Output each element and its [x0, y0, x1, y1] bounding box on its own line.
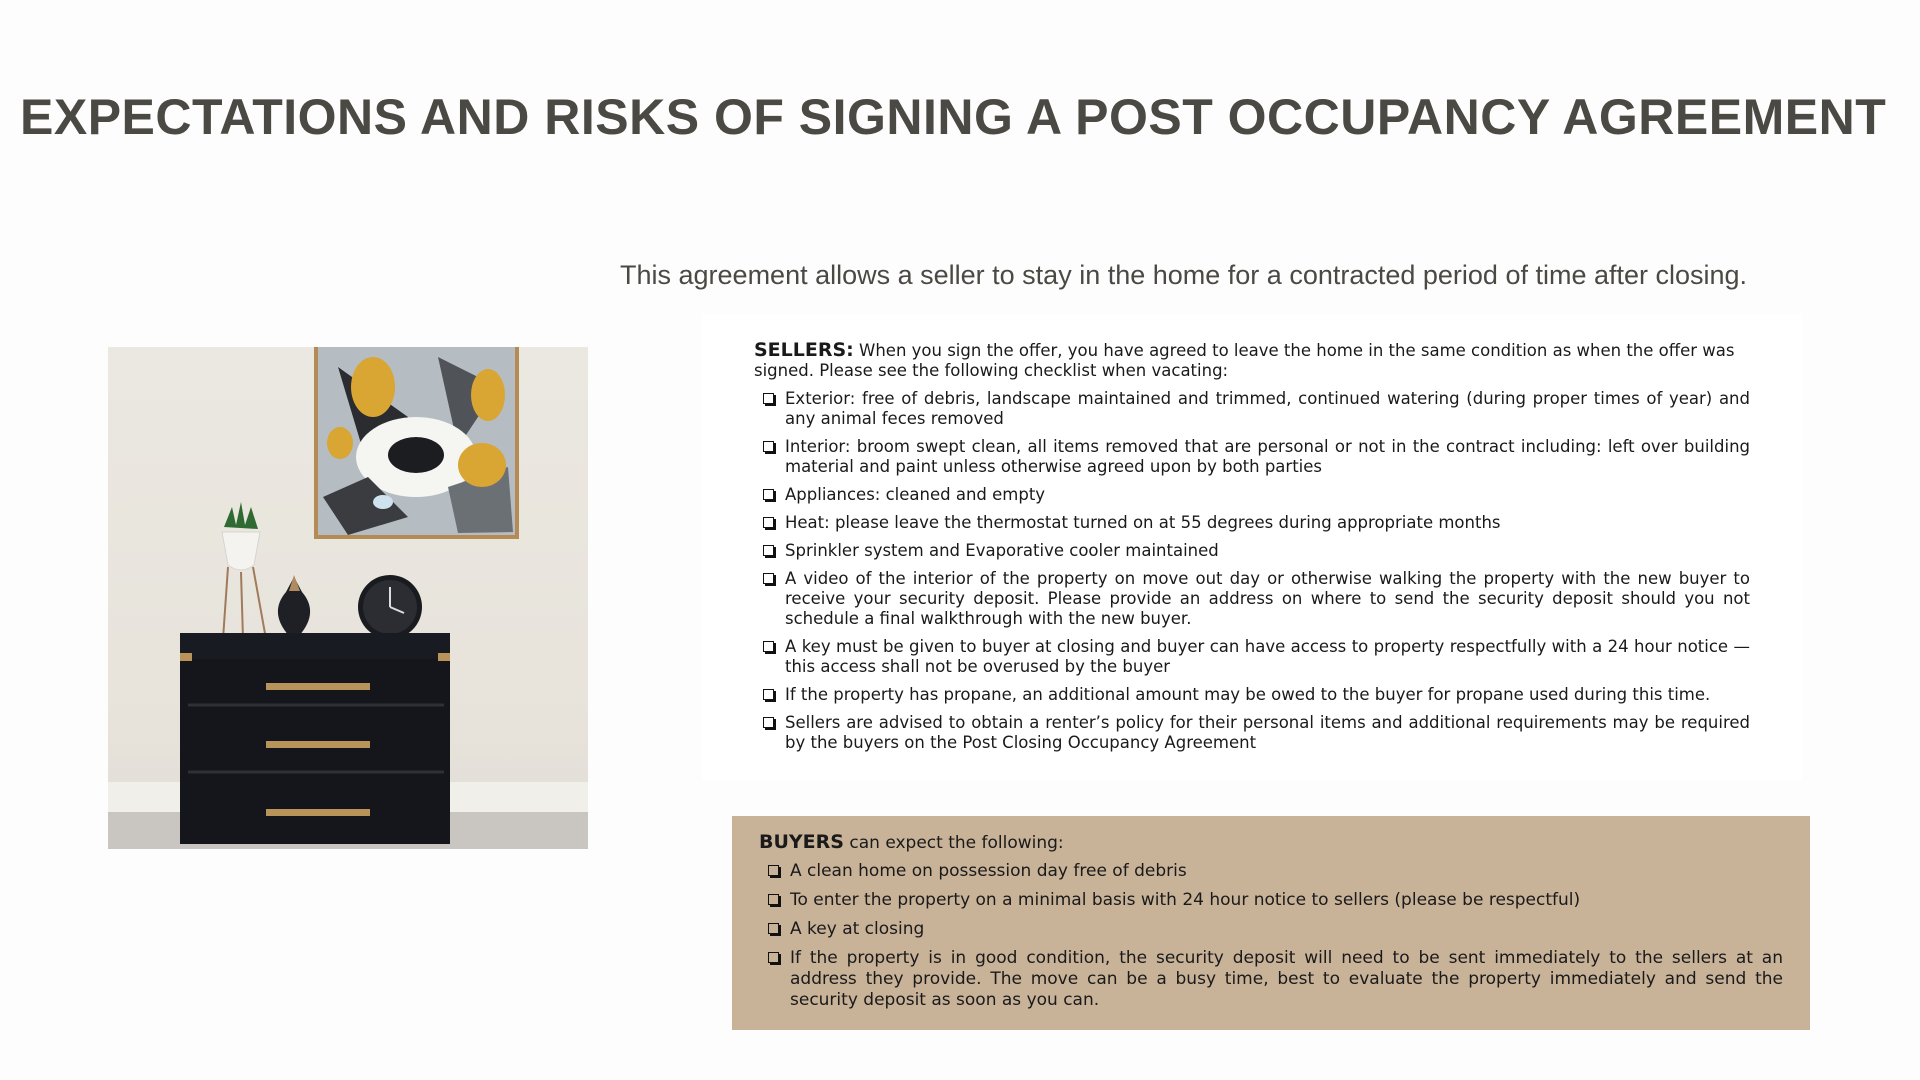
page-title: EXPECTATIONS AND RISKS OF SIGNING A POST OCCUPANCY AGREEMENT [20, 89, 1887, 145]
sellers-intro-text: When you sign the offer, you have agreed to leave the home in the same condition as when the offer was signed. Please see the following checklist when vacating: [754, 341, 1735, 380]
sellers-checklist [754, 389, 1750, 753]
checklist-item [754, 485, 1750, 505]
checklist-item-text: To enter the property on a minimal basis with 24 hour notice to sellers (please be respectful) [790, 890, 1581, 910]
checkbox-icon [763, 573, 774, 584]
page-subtitle: This agreement allows a seller to stay in the home for a contracted period of time after closing. [620, 260, 1748, 290]
checkbox-icon [763, 641, 774, 652]
dresser-photo [108, 347, 588, 849]
checkbox-icon [763, 689, 774, 700]
checklist-item [759, 948, 1783, 1011]
checklist-item [759, 861, 1783, 882]
checkbox-icon [763, 545, 774, 556]
buyers-intro-text: can expect the following: [843, 833, 1064, 853]
checklist-item [754, 389, 1750, 429]
checkbox-icon [763, 393, 774, 404]
checklist-item [759, 919, 1783, 940]
checkbox-icon [763, 489, 774, 500]
checklist-item-text: Exterior: free of debris, landscape maintained and trimmed, continued watering (during proper times of year) and any animal feces removed [785, 389, 1750, 428]
checkbox-icon [763, 517, 774, 528]
checklist-item-text: If the property is in good condition, the security deposit will need to be sent immediately to the sellers at an address they provide. The move can be a busy time, best to evaluate the property immediately and send the security deposit as soon as you can. [790, 948, 1783, 1010]
checklist-item-text: A key must be given to buyer at closing and buyer can have access to property respectfully with a 24 hour notice — this access shall not be overused by the buyer [785, 637, 1750, 676]
checklist-item-text: If the property has propane, an additional amount may be owed to the buyer for propane used during this time. [785, 685, 1711, 704]
checkbox-icon [763, 441, 774, 452]
checkbox-icon [763, 717, 774, 728]
sellers-checklist-panel [702, 314, 1802, 780]
checklist-item-text: Sprinkler system and Evaporative cooler maintained [785, 541, 1219, 560]
checkbox-icon [768, 923, 779, 934]
sellers-intro [754, 340, 1750, 381]
clock [358, 575, 422, 639]
checklist-item [754, 437, 1750, 477]
buyers-heading: BUYERS [759, 831, 844, 853]
checklist-item-text: A video of the interior of the property on move out day or otherwise walking the property with the new buyer to receive your security deposit. Please provide an address on where to send the security deposit should you not schedule a final walkthrough with the new buyer. [785, 569, 1750, 628]
dresser [180, 633, 450, 844]
checklist-item-text: Interior: broom swept clean, all items removed that are personal or not in the contract including: left over building material and paint unless otherwise agreed upon by both parties [785, 437, 1750, 476]
checklist-item-text: A clean home on possession day free of debris [790, 861, 1187, 881]
framed-art [314, 347, 519, 539]
checkbox-icon [768, 952, 779, 963]
checklist-item-text: Heat: please leave the thermostat turned on at 55 degrees during appropriate months [785, 513, 1501, 532]
sellers-heading: SELLERS: [754, 339, 854, 361]
checkbox-icon [768, 865, 779, 876]
checklist-item [754, 569, 1750, 629]
checklist-item-text: Sellers are advised to obtain a renter’s policy for their personal items and additional requirements may be required by the buyers on the Post Closing Occupancy Agreement [785, 713, 1750, 752]
checklist-item-text: Appliances: cleaned and empty [785, 485, 1046, 504]
checklist-item [754, 637, 1750, 677]
plant [222, 502, 266, 639]
checklist-item [754, 541, 1750, 561]
checkbox-icon [768, 894, 779, 905]
checklist-item [759, 890, 1783, 911]
checklist-item-text: A key at closing [790, 919, 925, 939]
checklist-item [754, 713, 1750, 753]
buyers-checklist [759, 861, 1783, 1011]
checklist-item [754, 513, 1750, 533]
buyers-expectations-panel [732, 816, 1810, 1030]
dresser-illustration [108, 347, 588, 849]
buyers-intro [759, 832, 1783, 854]
checklist-item [754, 685, 1750, 705]
